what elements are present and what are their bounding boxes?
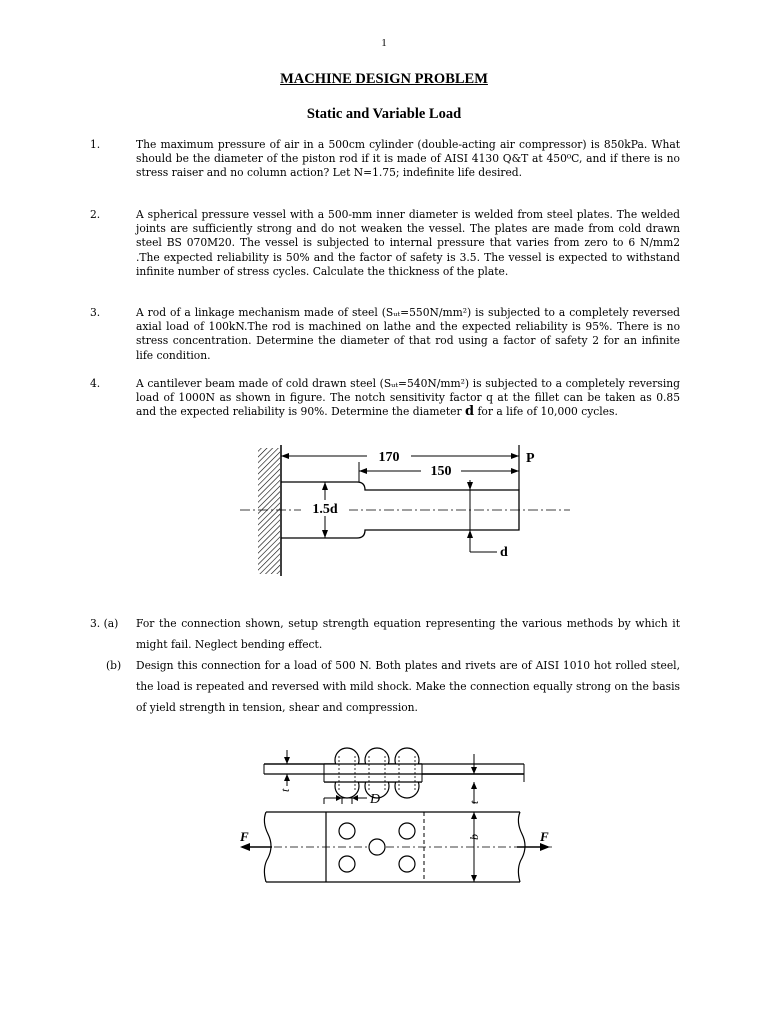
- problem-number: 1.: [90, 138, 101, 151]
- part-b-text: Design this connection for a load of 500 N. Both plates and rivets are of AISI 1010 hot rolled steel, the load is repeated and reversed with mild shock. Make the connection equally strong on the basis of yield strength in tension, shear and compression.: [136, 659, 680, 714]
- page-number: 1: [381, 37, 387, 49]
- problem-3a: [90, 613, 680, 655]
- problem-3b: [90, 655, 680, 718]
- wall-hatch: [258, 448, 280, 574]
- dim-1-5d-label: 1.5d: [312, 502, 338, 517]
- part-b-label: (b): [106, 659, 122, 672]
- problem-3: [90, 306, 680, 363]
- rivet-d-label: D: [370, 792, 381, 807]
- thickness-t-right-label: t: [467, 800, 481, 804]
- problem-text: A spherical pressure vessel with a 500-mm inner diameter is welded from steel plates. The welded joints are sufficiently strong and do not weaken the vessel. The plates are made from cold drawn steel BS 070M20. The vessel is subjected to internal pressure that varies from zero to 6 N/mm2 .The expected reliability is 50% and the factor of safety is 3.5. The vessel is expected to withstand infinite number of stress cycles. Calculate the thickness of the plate.: [136, 208, 680, 278]
- thickness-t-left-label: t: [278, 788, 292, 792]
- page-subtitle: Static and Variable Load: [306, 106, 462, 122]
- width-b-label: b: [467, 834, 481, 840]
- problem-text: A cantilever beam made of cold drawn steel (Sᵤₜ=540N/mm²) is subjected to a completely reversing load of 1000N as shown in figure. The notch sensitivity factor q at the fillet can be taken as 0.85 and the expected reliability is 90%. Determine the diameter d for a life of 10,000 cycles.: [136, 377, 680, 420]
- page-title: MACHINE DESIGN PROBLEM: [280, 71, 488, 87]
- force-f-left-label: F: [240, 829, 249, 844]
- problem-number: 2.: [90, 208, 101, 221]
- problem-2: [90, 208, 680, 279]
- dim-170-label: 170: [378, 450, 400, 465]
- part-a-text: For the connection shown, setup strength equation representing the various methods by which it might fail. Neglect bending effect.: [136, 617, 680, 651]
- problem-text: A rod of a linkage mechanism made of steel (Sᵤₜ=550N/mm²) is subjected to a completely reversed axial load of 100kN.The rod is machined on lathe and the expected reliability is 95%. There is no stress concentration. Determine the diameter of that rod using a factor of safety 2 for an infinite life condition.: [136, 306, 680, 362]
- dim-150-label: 150: [430, 464, 452, 479]
- riveted-connection-figure: [232, 742, 562, 902]
- dim-d-label: d: [500, 545, 508, 560]
- problem-1: [90, 138, 680, 181]
- problem-number: 3.: [90, 306, 101, 319]
- load-p-label: P: [526, 451, 535, 466]
- problem-4: [90, 377, 680, 420]
- problem-text: The maximum pressure of air in a 500cm cylinder (double-acting air compressor) is 850kPa. What should be the diameter of the piston rod if it is made of AISI 4130 Q&T at 450⁰C, and if there is no stress raiser and no column action? Let N=1.75; indefinite life desired.: [136, 138, 680, 180]
- cantilever-figure: [235, 440, 575, 580]
- part-a-label: 3. (a): [90, 617, 119, 630]
- problem-number: 4.: [90, 377, 101, 390]
- force-f-right-label: F: [540, 829, 549, 844]
